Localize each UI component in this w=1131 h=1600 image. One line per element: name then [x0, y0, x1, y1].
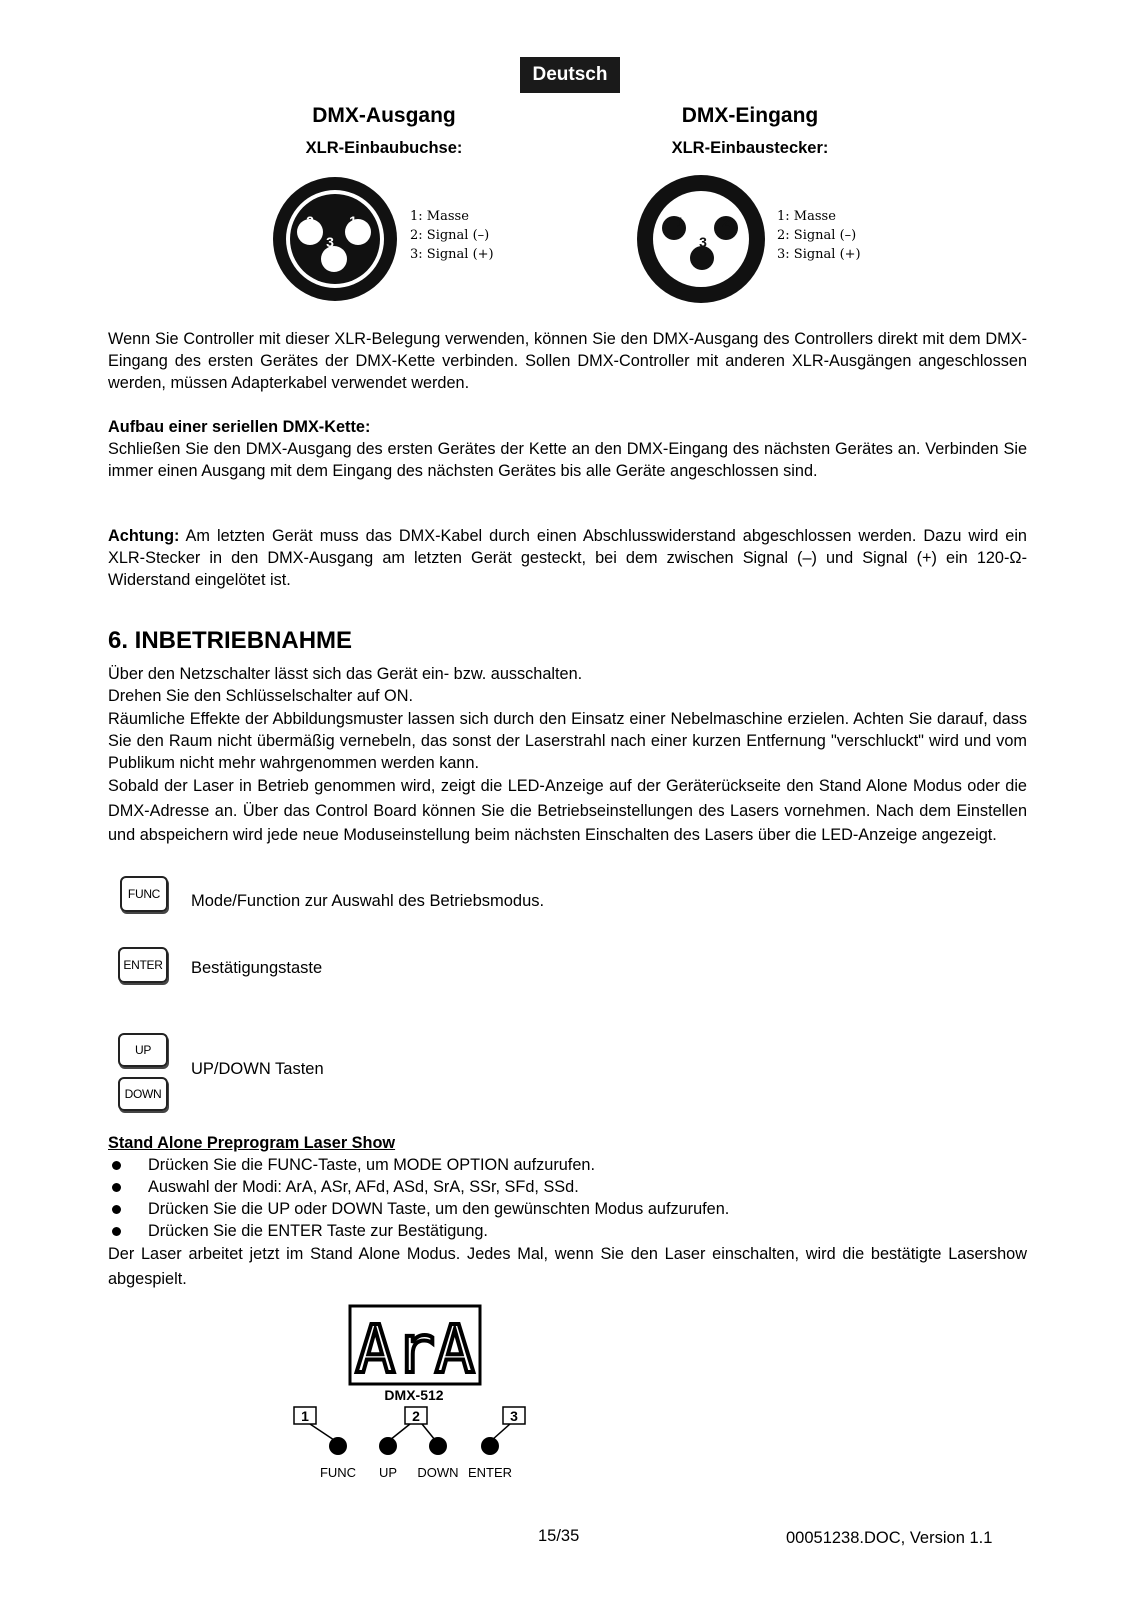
list-item: Drücken Sie die UP oder DOWN Taste, um den gewünschten Modus aufzurufen.	[108, 1198, 1027, 1220]
input-pin-label: 2	[722, 214, 730, 230]
output-pin-label: 2	[306, 213, 314, 229]
list-item: Drücken Sie die FUNC-Taste, um MODE OPTION aufzurufen.	[108, 1154, 1027, 1176]
output-pin-label: 3	[326, 234, 334, 250]
panel-button-label: UP	[378, 1465, 398, 1480]
input-pin-label: 1	[676, 214, 684, 230]
page-number: 15/35	[538, 1527, 580, 1545]
panel-button-label: DOWN	[417, 1465, 459, 1480]
warning-text: Am letzten Gerät muss das DMX-Kabel durch einen Abschlusswiderstand abgeschlossen werden. Dazu wird ein XLR-Stecker in den DMX-Ausgang am letzten Gerät gesteckt, bei dem zwischen Signal (–) und Signal (+) ein 120-Ω-Widerstand eingelötet ist.	[108, 527, 1027, 589]
chain-heading: Aufbau einer seriellen DMX-Kette:	[108, 418, 371, 436]
up-button-icon: UP	[118, 1033, 168, 1067]
intro-paragraph: Wenn Sie Controller mit dieser XLR-Belegung verwenden, können Sie den DMX-Ausgang des Controllers direkt mit dem DMX-Eingang des ersten Gerätes der DMX-Kette verbinden. Sollen DMX-Controller mit anderen XLR-Ausgängen angeschlossen werden, müssen Adapterkabel verwendet werden.	[108, 330, 1027, 392]
chain-text: Schließen Sie den DMX-Ausgang des ersten Gerätes der Kette an den DMX-Eingang des nächsten Gerätes an. Verbinden Sie immer einen Ausgang mit dem Eingang des nächsten Gerätes bis alle Geräte angeschlossen sind.	[108, 440, 1027, 480]
output-title: DMX-Ausgang	[312, 104, 456, 127]
warning-label: Achtung:	[108, 527, 180, 545]
output-pin-label: 1	[349, 213, 357, 229]
func-button-icon: FUNC	[120, 876, 168, 912]
control-panel-diagram	[290, 1300, 540, 1500]
section-heading: 6. INBETRIEBNAHME	[108, 627, 353, 654]
callout-label: 2	[412, 1408, 420, 1424]
down-button-icon: DOWN	[118, 1077, 168, 1111]
panel-button-label: FUNC	[319, 1465, 357, 1480]
chain-section	[108, 416, 1027, 482]
input-subtitle: XLR-Einbaustecker:	[671, 139, 829, 157]
xlr-male-plug-icon	[634, 172, 768, 306]
warning-paragraph	[108, 525, 1027, 591]
standalone-heading: Stand Alone Preprogram Laser Show	[108, 1134, 396, 1152]
led-display: ArA	[355, 1311, 475, 1388]
standalone-section	[108, 1132, 1027, 1291]
xlr-female-socket-icon	[270, 174, 400, 304]
func-description: Mode/Function zur Auswahl des Betriebsmodus.	[191, 892, 545, 910]
section-body: Über den Netzschalter lässt sich das Gerät ein- bzw. ausschalten. Drehen Sie den Schlüsselschalter auf ON. Räumliche Effekte der Abbildungsmuster lassen sich durch den Einsatz einer Nebelmaschine erzielen. Achten Sie darauf, dass Sie den Raum nicht übermäßig vernebeln, das sonst der Laserstrahl nach einer kurzen Entfernung "verschluckt" wird und vom Publikum nicht mehr wahrgenommen werden kann. Sobald der Laser in Betrieb genommen wird, zeigt die LED-Anzeige auf der Geräterückseite den Stand Alone Modus oder die DMX-Adresse an. Über das Control Board können Sie die Betriebseinstellungen des Lasers vornehmen. Nach dem Einstellen und abspeichern wird jede neue Moduseinstellung beim nächsten Einschalten des Lasers über die LED-Anzeige angezeigt.	[108, 665, 1027, 845]
up-down-description: UP/DOWN Tasten	[191, 1060, 324, 1078]
language-badge: Deutsch	[520, 57, 620, 93]
enter-description: Bestätigungstaste	[191, 959, 323, 977]
callout-label: 1	[301, 1408, 309, 1424]
input-title: DMX-Eingang	[681, 104, 819, 127]
input-pin-legend: 1: Masse 2: Signal (–) 3: Signal (+)	[777, 209, 861, 262]
output-subtitle: XLR-Einbaubuchse:	[305, 139, 463, 157]
document-version: 00051238.DOC, Version 1.1	[786, 1529, 993, 1547]
callout-label: 3	[510, 1408, 518, 1424]
standalone-steps	[108, 1154, 1027, 1242]
list-item: Drücken Sie die ENTER Taste zur Bestätigung.	[108, 1220, 1027, 1242]
input-pin-label: 3	[699, 234, 707, 250]
output-pin-legend: 1: Masse 2: Signal (–) 3: Signal (+)	[410, 209, 494, 262]
enter-button-icon: ENTER	[118, 947, 168, 983]
standalone-after: Der Laser arbeitet jetzt im Stand Alone Modus. Jedes Mal, wenn Sie den Laser einschalten, wird die bestätigte Lasershow abgespielt.	[108, 1245, 1027, 1288]
list-item: Auswahl der Modi: ArA, ASr, AFd, ASd, SrA, SSr, SFd, SSd.	[108, 1176, 1027, 1198]
panel-button-label: ENTER	[467, 1465, 513, 1480]
panel-model-label: DMX-512	[384, 1387, 444, 1403]
